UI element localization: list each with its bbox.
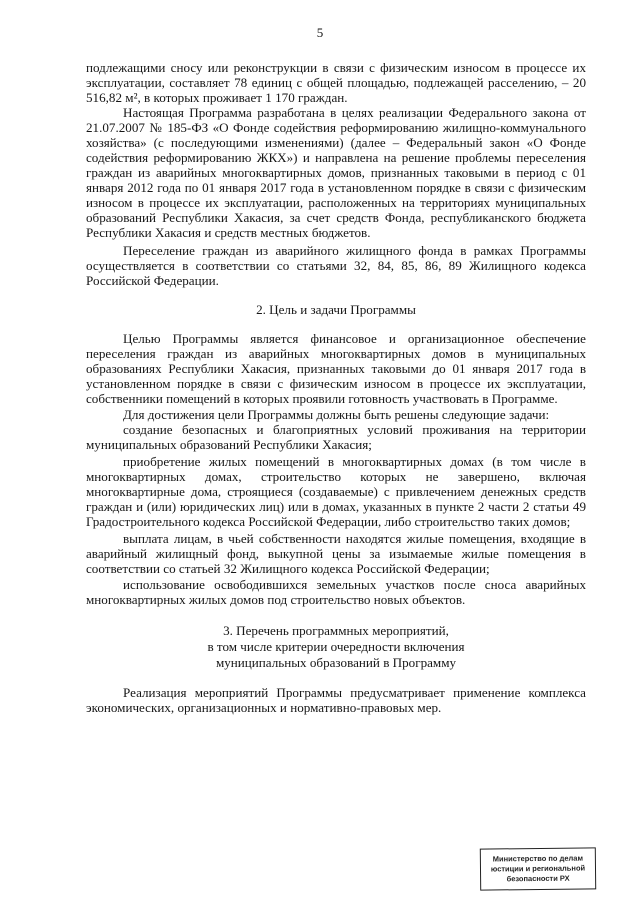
section-2-heading: 2. Цель и задачи Программы xyxy=(256,302,416,317)
implementation-paragraph: Реализация мероприятий Программы предусматривает применение комплекса экономических, организационных и нормативно-правовых мер. xyxy=(86,685,586,715)
section-3-heading-line: муниципальных образований в Программу xyxy=(215,655,457,670)
page-number: 5 xyxy=(316,25,324,40)
section-3-heading-line: 3. Перечень программных мероприятий, xyxy=(223,623,449,638)
task-item-1: создание безопасных и благоприятных условий проживания на территории муниципальных образований Республики Хакасия; xyxy=(86,422,586,452)
task-item-3: выплата лицам, в чьей собственности находятся жилые помещения, входящие в аварийный жилищный фонд, выкупной цены за изымаемые жилые помещения в соответствии со статьей 32 Жилищного кодекса Российской Федерации; xyxy=(86,531,586,576)
tasks-intro: Для достижения цели Программы должны быть решены следующие задачи: xyxy=(123,407,550,422)
task-item-2: приобретение жилых помещений в многоквартирных домах (в том числе в многоквартирных домах, строительство которых не завершено, включая многоквартирные дома, строящиеся (создаваемые) с привлечением денежных средств граждан и (или) юридических лиц) или в домах, указанных в пункте 2 части 2 статьи 49 Градостроительного кодекса Российской Федерации, либо строительство таких домов; xyxy=(86,454,586,529)
intro-paragraph-2: Настоящая Программа разработана в целях реализации Федерального закона от 21.07.2007 № 185-ФЗ «О Фонде содействия реформированию жилищно-коммунального хозяйства» (с последующими изменениями) (далее – Федеральный закон «О Фонде содействия реформированию ЖКХ») и направлена на решение проблемы переселения граждан из аварийных многоквартирных домов, признанных таковыми в период с 01 января 2012 года по 01 января 2017 года в установленном порядке в связи с физическим износом в процессе их эксплуатации, расположенных на территориях муниципальных образований Республики Хакасия, за счет средств Фонда, республиканского бюджета Республики Хакасия и средств местных бюджетов. xyxy=(86,105,586,240)
task-item-4: использование освободившихся земельных участков после сноса аварийных многоквартирных жилых домов под строительство новых объектов. xyxy=(86,577,586,607)
stamp-line: безопасности РХ xyxy=(506,873,570,884)
document-body xyxy=(86,60,586,715)
section-3-heading-line: в том числе критерии очередности включения xyxy=(207,639,465,654)
intro-paragraph-1: подлежащими сносу или реконструкции в связи с физическим износом в процессе их эксплуатации, составляет 78 единиц с общей площадью, подлежащей расселению, – 20 516,82 м², в которых проживает 1 170 граждан. xyxy=(86,60,586,105)
goal-paragraph: Целью Программы является финансовое и организационное обеспечение переселения граждан из аварийных многоквартирных домов в муниципальных образованиях Республики Хакасия, признанных таковыми до 01 января 2017 года в установленном порядке в связи с физическим износом в процессе их эксплуатации, собственники помещений в которых проявили готовность участвовать в Программе. xyxy=(86,331,586,406)
intro-paragraph-3: Переселение граждан из аварийного жилищного фонда в рамках Программы осуществляется в соответствии со статьями 32, 84, 85, 86, 89 Жилищного кодекса Российской Федерации. xyxy=(86,243,586,288)
section-3-heading xyxy=(86,623,586,671)
ministry-stamp xyxy=(480,847,596,890)
stamp-line: Министерство по делам xyxy=(492,853,584,864)
stamp-line: юстиции и региональной xyxy=(490,863,586,874)
